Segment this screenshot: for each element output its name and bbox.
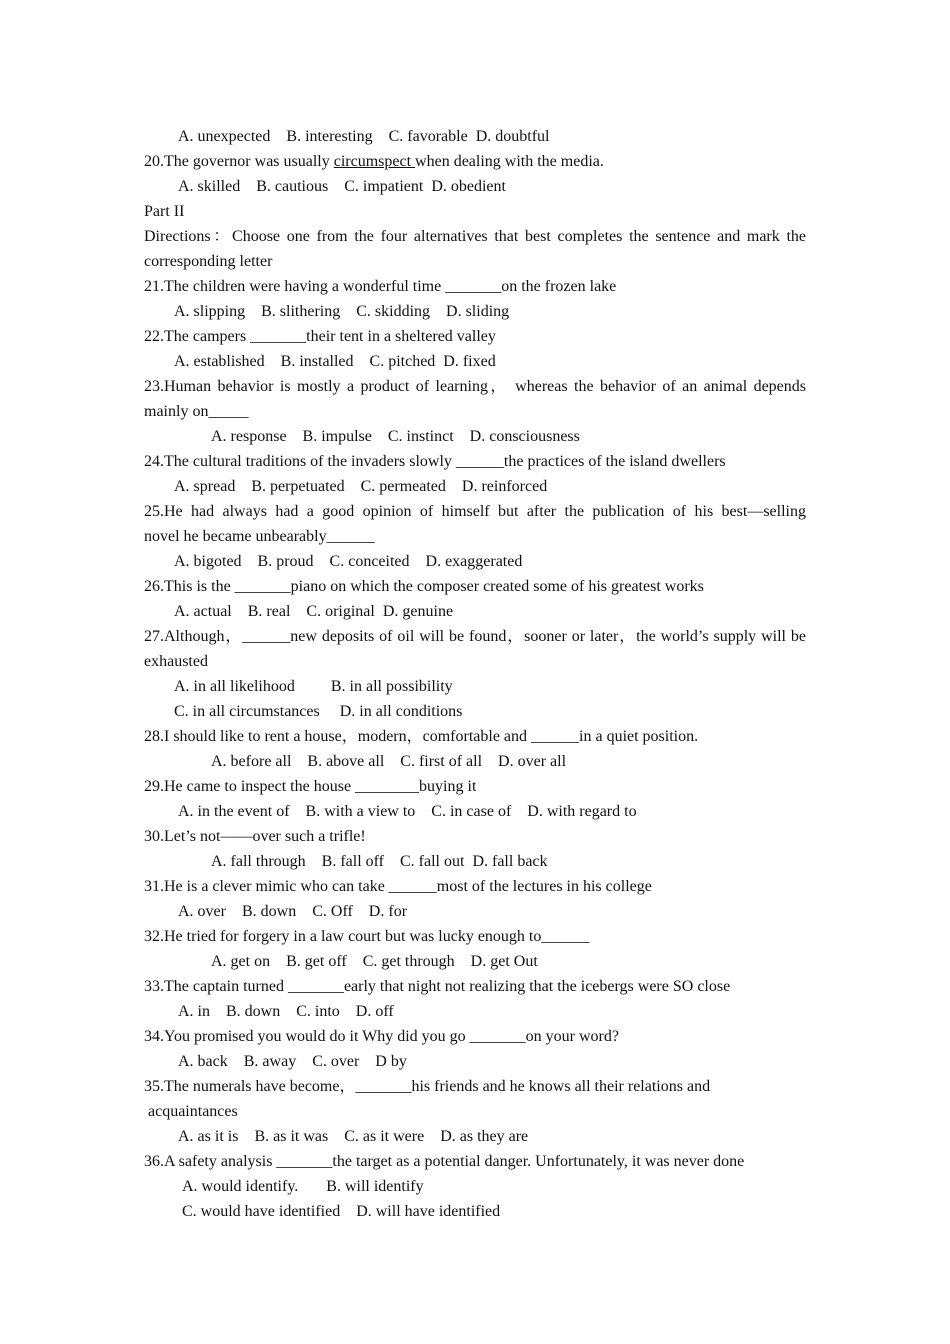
q19-options: A. unexpected B. interesting C. favorable D. doubtful (178, 128, 550, 145)
q20-stem-start: 20.The governor was usually (144, 153, 334, 170)
q22-stem: 22.The campers _______their tent in a sheltered valley (144, 328, 496, 345)
q25-stem-line-1: 25.He had always had a good opinion of himself but after the publication of his best—selling (144, 503, 806, 520)
q23-options: A. response B. impulse C. instinct D. consciousness (211, 428, 580, 445)
q24-stem: 24.The cultural traditions of the invaders slowly ______the practices of the island dwellers (144, 453, 726, 470)
q36-options-row-2: C. would have identified D. will have identified (182, 1203, 501, 1220)
q21-options: A. slipping B. slithering C. skidding D. sliding (174, 303, 510, 320)
q30-options: A. fall through B. fall off C. fall out D. fall back (211, 853, 548, 870)
q36-stem: 36.A safety analysis _______the target as a potential danger. Unfortunately, it was never done (144, 1153, 745, 1170)
directions-line-1: Directions：Choose one from the four alternatives that best completes the sentence and mark the (144, 228, 807, 245)
q30-stem: 30.Let’s not——over such a trifle! (144, 828, 366, 845)
q35-stem-line-2: acquaintances (148, 1103, 238, 1120)
q31-stem: 31.He is a clever mimic who can take ______most of the lectures in his college (144, 878, 652, 895)
q27-options-row-2: C. in all circumstances D. in all conditions (174, 703, 463, 720)
q20-options: A. skilled B. cautious C. impatient D. obedient (178, 178, 506, 195)
q20-stem-end: when dealing with the media. (415, 153, 604, 170)
q26-options: A. actual B. real C. original D. genuine (174, 603, 454, 620)
q35-options: A. as it is B. as it was C. as it were D. as they are (178, 1128, 529, 1145)
q26-stem: 26.This is the _______piano on which the composer created some of his greatest works (144, 578, 704, 595)
q32-options: A. get on B. get off C. get through D. get Out (211, 953, 538, 970)
directions-line-2: corresponding letter (144, 253, 273, 270)
q27-options-row-1: A. in all likelihood B. in all possibility (174, 678, 453, 695)
q20-stem (144, 149, 806, 174)
q33-stem: 33.The captain turned _______early that night not realizing that the icebergs were SO close (144, 978, 731, 995)
q29-stem: 29.He came to inspect the house ________buying it (144, 778, 477, 795)
q28-options: A. before all B. above all C. first of all D. over all (211, 753, 567, 770)
q27-stem-line-2: exhausted (144, 653, 208, 670)
q28-stem: 28.I should like to rent a house，modern，comfortable and ______in a quiet position. (144, 728, 699, 745)
q33-options: A. in B. down C. into D. off (178, 1003, 394, 1020)
q27-stem-line-1: 27.Although，______new deposits of oil will be found，sooner or later，the world’s supply will be (144, 628, 806, 645)
q22-options: A. established B. installed C. pitched D. fixed (174, 353, 496, 370)
q25-options: A. bigoted B. proud C. conceited D. exaggerated (174, 553, 523, 570)
q23-stem-line-2: mainly on_____ (144, 403, 249, 420)
q34-stem: 34.You promised you would do it Why did you go _______on your word? (144, 1028, 619, 1045)
q20-underlined-word: circumspect (333, 153, 416, 170)
part-heading: Part II (144, 203, 185, 220)
q31-options: A. over B. down C. Off D. for (178, 903, 408, 920)
document-page (144, 124, 806, 1224)
q29-options: A. in the event of B. with a view to C. in case of D. with regard to (178, 803, 637, 820)
q23-stem-line-1: 23.Human behavior is mostly a product of learning， whereas the behavior of an animal depends (144, 378, 806, 395)
q21-stem: 21.The children were having a wonderful time _______on the frozen lake (144, 278, 617, 295)
q32-stem: 32.He tried for forgery in a law court but was lucky enough to______ (144, 928, 590, 945)
q34-options: A. back B. away C. over D by (178, 1053, 407, 1070)
q35-stem-line-1: 35.The numerals have become，_______his friends and he knows all their relations and (144, 1078, 711, 1095)
q36-options-row-1: A. would identify. B. will identify (182, 1178, 424, 1195)
q24-options: A. spread B. perpetuated C. permeated D. reinforced (174, 478, 548, 495)
q25-stem-line-2: novel he became unbearably______ (144, 528, 375, 545)
